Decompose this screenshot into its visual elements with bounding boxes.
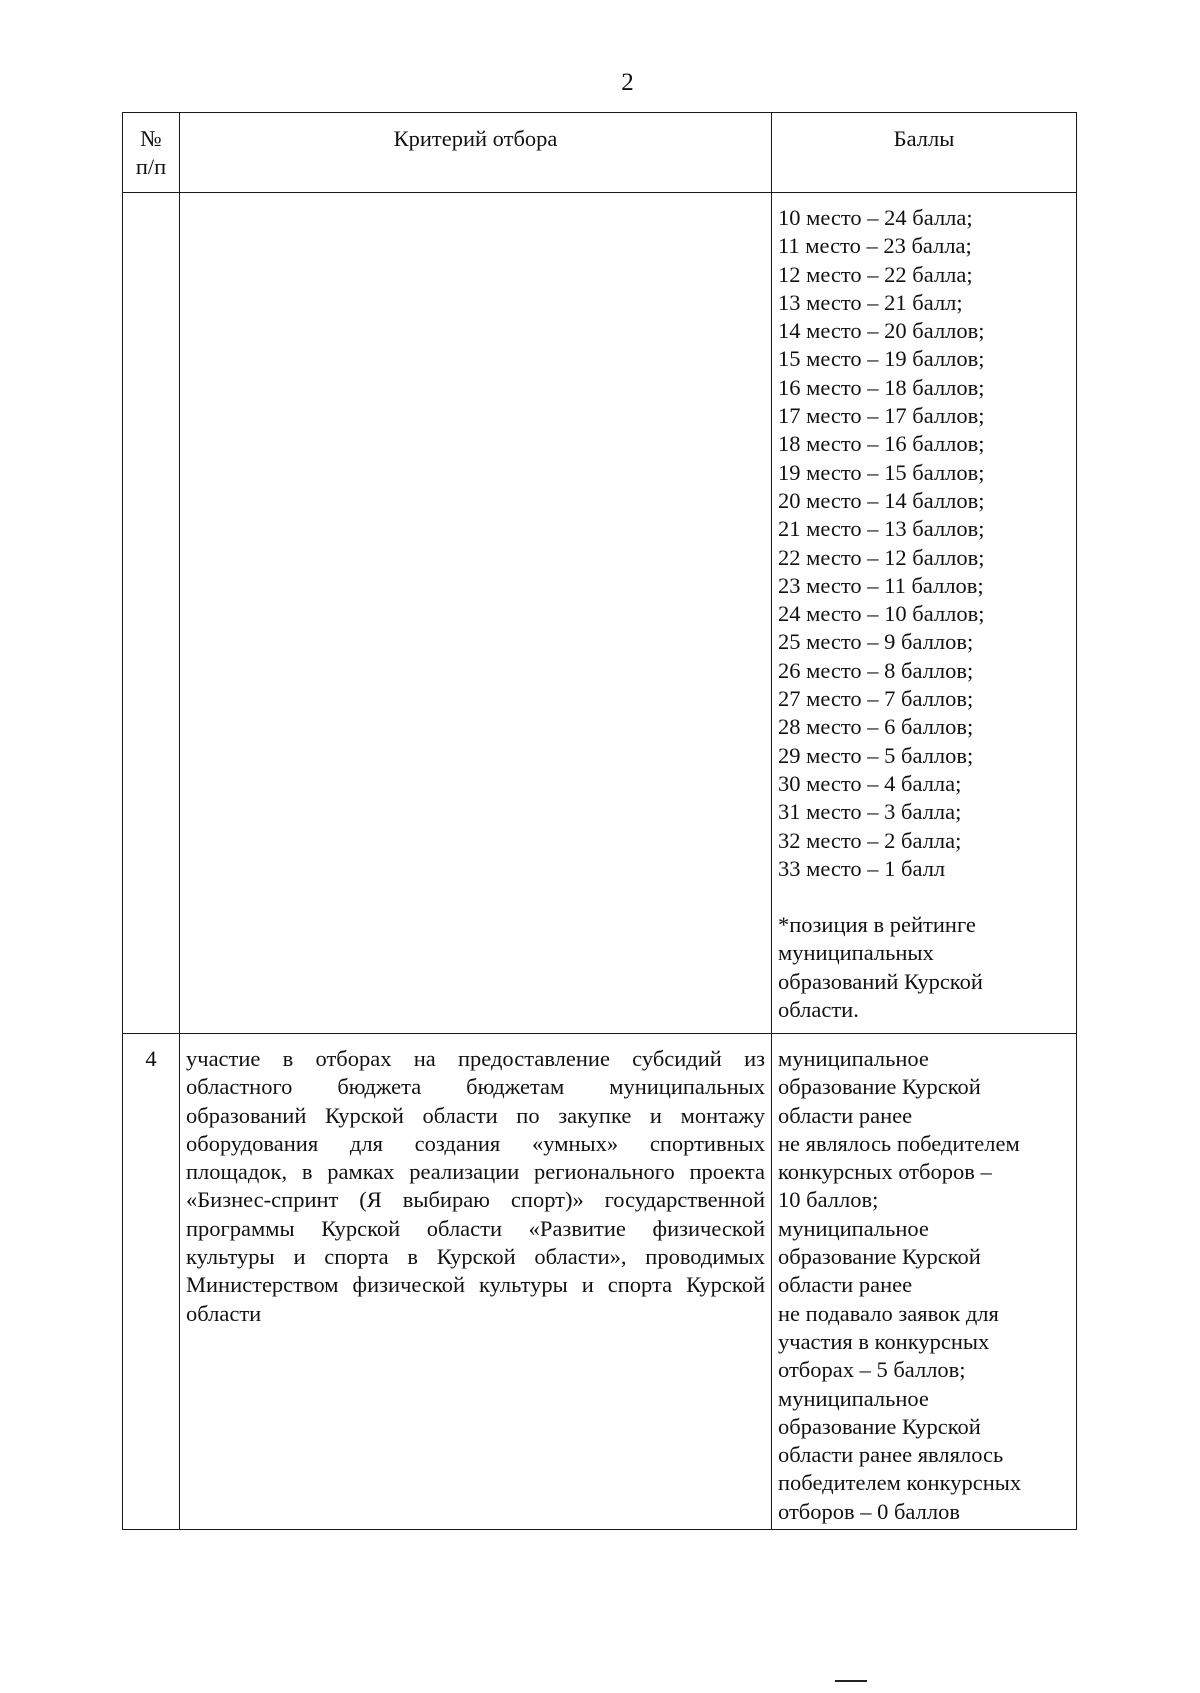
footer-dash — [835, 1680, 867, 1682]
points-line: муниципальное — [778, 1046, 929, 1071]
points-line: 30 место – 4 балла; — [778, 770, 962, 796]
points-line: 12 место – 22 балла; — [778, 261, 973, 287]
criteria-table — [122, 112, 1077, 1530]
note-gap — [778, 883, 1070, 911]
points-line: отборов – 0 баллов — [778, 1498, 960, 1524]
header-points-label: Баллы — [893, 126, 955, 151]
header-num — [123, 113, 180, 193]
header-points — [772, 113, 1077, 193]
points-line: 20 место – 14 баллов; — [778, 487, 985, 513]
note-line: образований Курской — [778, 968, 983, 994]
points-line: 27 место – 7 баллов; — [778, 686, 974, 712]
points-line: области ранее — [778, 1272, 913, 1298]
points-line: образование Курской — [778, 1074, 981, 1100]
points-line: области ранее — [778, 1102, 913, 1128]
row3-rating-note — [778, 911, 1070, 1024]
points-line: 10 баллов; — [778, 1187, 879, 1213]
page-number: 2 — [621, 69, 634, 96]
points-line: муниципальное — [778, 1385, 929, 1411]
points-line: 15 место – 19 баллов; — [778, 346, 985, 372]
header-criterion-label: Критерий отбора — [393, 126, 558, 151]
points-line: отборах – 5 баллов; — [778, 1357, 966, 1383]
points-line: 22 место – 12 баллов; — [778, 544, 985, 570]
points-line: 18 место – 16 баллов; — [778, 431, 985, 457]
points-line: 32 место – 2 балла; — [778, 827, 962, 853]
points-line: 29 место – 5 баллов; — [778, 742, 974, 768]
row4-criterion: участие в отборах на предоставление субсидий из областного бюджета бюджетам муниципальных образований Курской области по закупке и монтажу оборудования для создания «умных» спортивных площадок, в рамках реализации регионального проекта «Бизнес-спринт (Я выбираю спорт)» государственной программы Курской области «Развитие физической культуры и спорта в Курской области», проводимых Министерством физической культуры и спорта Курской области — [186, 1046, 765, 1326]
points-line: участия в конкурсных — [778, 1328, 990, 1354]
points-line: 19 место – 15 баллов; — [778, 459, 985, 485]
points-line: победителем конкурсных — [778, 1470, 1022, 1496]
points-line: 24 место – 10 баллов; — [778, 601, 985, 627]
note-line: муниципальных — [778, 940, 934, 966]
row4-num-cell — [123, 1034, 180, 1530]
row3-num-cell — [123, 193, 180, 1034]
row3-points-list — [778, 204, 1070, 883]
points-line: 17 место – 17 баллов; — [778, 403, 985, 429]
note-line: *позиция в рейтинге — [778, 912, 976, 938]
points-line: области ранее являлось — [778, 1442, 1004, 1468]
table-header-row — [123, 113, 1077, 193]
points-line: 26 место – 8 баллов; — [778, 657, 974, 683]
header-criterion — [180, 113, 772, 193]
points-line: 16 место – 18 баллов; — [778, 374, 985, 400]
note-line: области. — [778, 997, 859, 1023]
points-line: 10 место – 24 балла; — [778, 205, 973, 230]
row4-points-cell — [772, 1034, 1077, 1530]
points-line: образование Курской — [778, 1413, 981, 1439]
table-row — [123, 1034, 1077, 1530]
points-line: 23 место – 11 баллов; — [778, 572, 984, 598]
row4-num: 4 — [145, 1046, 157, 1071]
points-line: не являлось победителем — [778, 1130, 1020, 1156]
points-line: 14 место – 20 баллов; — [778, 318, 985, 344]
points-line: конкурсных отборов – — [778, 1159, 992, 1185]
points-line: 25 место – 9 баллов; — [778, 629, 974, 655]
points-line: 21 место – 13 баллов; — [778, 516, 985, 542]
points-line: 33 место – 1 балл — [778, 855, 946, 881]
row4-points-list — [778, 1045, 1070, 1526]
row3-points-cell — [772, 193, 1077, 1034]
table-row — [123, 193, 1077, 1034]
points-line: не подавало заявок для — [778, 1300, 999, 1326]
points-line: 11 место – 23 балла; — [778, 233, 972, 259]
points-line: 13 место – 21 балл; — [778, 289, 963, 315]
points-line: 31 место – 3 балла; — [778, 799, 962, 825]
header-num-label: № п/п — [135, 126, 167, 180]
points-line: образование Курской — [778, 1244, 981, 1270]
points-line: муниципальное — [778, 1215, 929, 1241]
points-line: 28 место – 6 баллов; — [778, 714, 974, 740]
row4-criterion-cell — [180, 1034, 772, 1530]
row3-criterion-cell — [180, 193, 772, 1034]
